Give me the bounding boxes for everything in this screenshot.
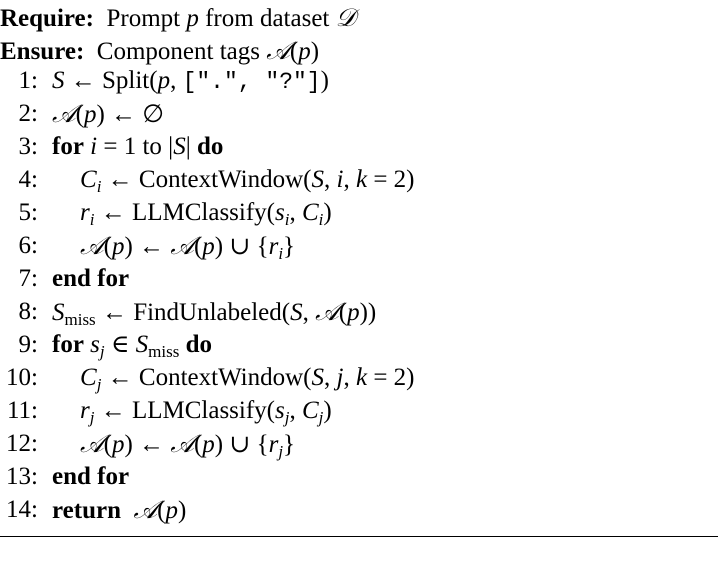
line-content: $S_{miss}$ ← FindUnlabeled(S, 𝒜(p)) [52,297,377,329]
line-number: 5: [18,199,38,226]
end-for-keyword: end for [52,463,130,490]
line-number: 1: [18,67,38,94]
line-content: 𝒜(p) ← ∅ [52,99,165,128]
line-content: 𝒜(p) ← 𝒜(p) ∪ $\{r_i\}$ [80,231,296,263]
ensure-label: Ensure: [0,38,85,65]
return-keyword: return [52,497,121,524]
for-keyword: for [52,331,84,358]
end-for-keyword: end for [52,265,130,292]
line-number: 2: [18,100,38,127]
line-content: S ← Split(p, [".", "?"]) [52,67,329,95]
line-number: 8: [18,298,38,325]
for-keyword: for [52,133,84,160]
line-content: $C_j$ ← ContextWindow(S, j, k = 2) [80,364,415,394]
ensure-text: Component tags 𝒜(p) [90,36,320,65]
line-number: 11: [6,397,38,424]
line-number: 6: [18,232,38,259]
line-content: $r_i$ ← $LLMClassify(s_i$, $C_i$) [80,199,332,229]
require-label: Require: [0,5,94,32]
line-number: 12: [6,430,38,457]
line-number: 10: [6,364,38,391]
line-number: 7: [18,265,38,292]
line-number: 4: [18,166,38,193]
line-content: 𝒜(p) ← 𝒜(p) ∪ $\{r_j\}$ [80,429,296,461]
do-keyword: do [185,331,212,358]
line-content: $C_i$ ← ContextWindow(S, i, k = 2) [80,166,415,196]
line-number: 13: [6,463,38,490]
line-number: 9: [18,331,38,358]
do-keyword: do [196,133,224,160]
bottom-rule [0,536,718,537]
line-content: return 𝒜(p) [52,495,187,524]
line-content [52,262,129,295]
line-content [52,460,129,493]
line-content: for $s_j$ ∈ $S_{miss}$ do [52,331,212,361]
line-content: for i = 1 to |S| do [52,133,224,160]
require-text: Prompt p from dataset 𝒟 [100,3,356,32]
line-number: 3: [18,133,38,160]
line-number: 14: [6,496,38,523]
line-content: $r_j$ ← $LLMClassify(s_j$, $C_j$) [80,397,332,427]
